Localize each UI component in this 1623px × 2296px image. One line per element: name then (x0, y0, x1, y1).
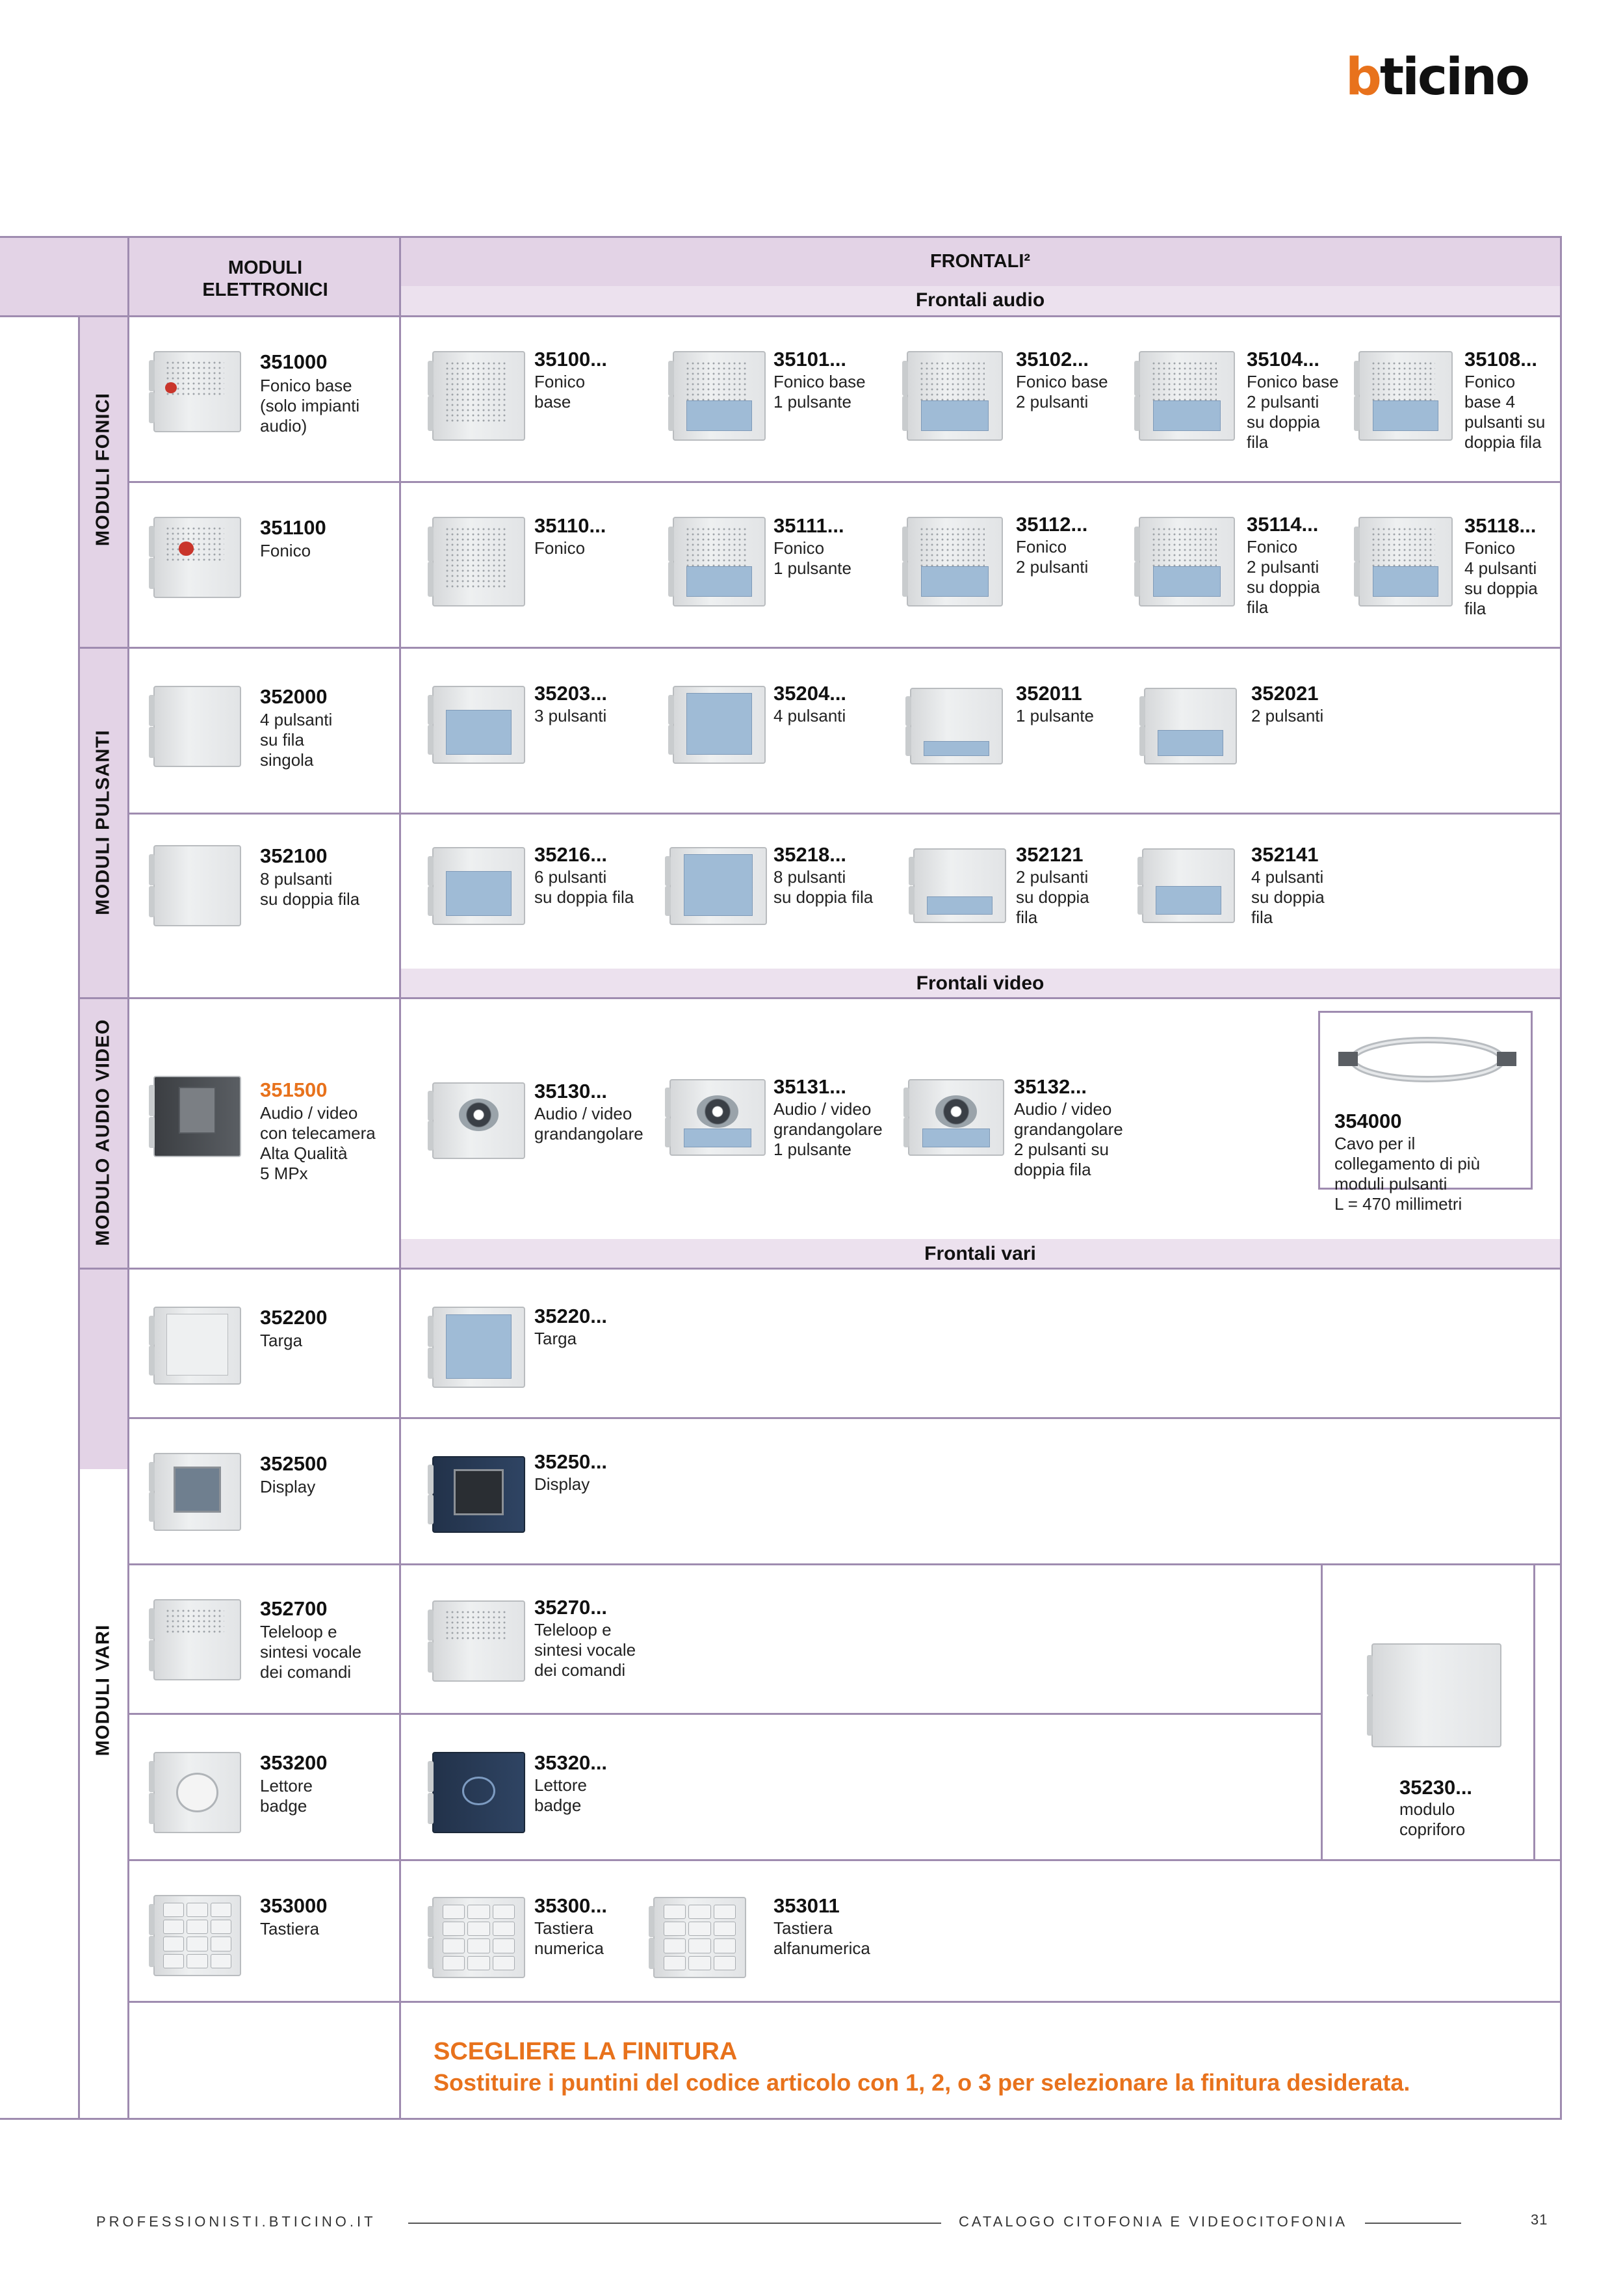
front-code: 35111... (773, 514, 844, 537)
front-desc: Display (534, 1474, 590, 1494)
product-image-35114 (1139, 517, 1235, 607)
front-desc: Targa (534, 1329, 577, 1348)
module-code: 352000 (260, 685, 328, 708)
front-code: 35131... (773, 1075, 847, 1098)
module-code: 352100 (260, 844, 328, 867)
frontali-vari-subheader: Frontali vari (924, 1243, 1036, 1264)
front-desc: 1 pulsante (1016, 706, 1094, 725)
cover-desc: modulo copriforo (1399, 1799, 1466, 1839)
front-code: 35204... (773, 682, 847, 705)
product-image-35204 (673, 686, 766, 764)
front-desc: Fonico 2 pulsanti su doppia fila (1247, 537, 1320, 617)
front-code: 35118... (1464, 514, 1537, 537)
front-code: 35250... (534, 1450, 608, 1473)
module-code: 352200 (260, 1306, 328, 1329)
module-desc: Audio / video con telecamera Alta Qualità 5 MPx (260, 1103, 376, 1183)
product-image-352021 (1144, 688, 1237, 764)
front-code: 35300... (534, 1894, 608, 1917)
product-image-35131 (669, 1079, 766, 1156)
module-code: 351100 (260, 516, 326, 539)
module-code: 353000 (260, 1894, 328, 1917)
row-divider (0, 315, 1562, 317)
product-image-35110 (432, 517, 525, 607)
cable-desc: Cavo per il collegamento di più moduli pulsanti L = 470 millimetri (1334, 1134, 1481, 1214)
module-code: 353200 (260, 1751, 328, 1774)
front-code: 35110... (534, 514, 606, 537)
module-desc: Tastiera (260, 1919, 320, 1938)
product-image-35250 (432, 1456, 525, 1533)
col-divider (1560, 236, 1562, 2120)
front-code: 35104... (1247, 348, 1320, 371)
col-divider (78, 315, 80, 2120)
module-desc: Fonico (260, 541, 311, 560)
frontali-video-subheader: Frontali video (916, 972, 1045, 994)
front-desc: Fonico 1 pulsante (773, 538, 851, 578)
brand-logo (1345, 48, 1528, 107)
cable-box (1318, 1011, 1533, 1214)
front-code: 35101... (773, 348, 847, 371)
front-desc: 4 pulsanti (773, 706, 846, 725)
front-code: 35112... (1016, 513, 1088, 536)
logo-b: b (1345, 48, 1380, 107)
group-label-vari: MODULI VARI (92, 1624, 114, 1756)
cable-icon (1333, 1026, 1522, 1091)
front-code: 35218... (773, 843, 847, 866)
col-divider (127, 236, 129, 2120)
cover-box (1321, 1563, 1535, 1861)
front-desc: Fonico (534, 538, 586, 558)
finish-title: SCEGLIERE LA FINITURA (434, 2038, 738, 2065)
product-image-35111 (673, 517, 766, 607)
product-image-35270 (432, 1600, 525, 1682)
front-desc: 2 pulsanti su doppia fila (1016, 867, 1089, 927)
product-image-352000 (153, 686, 241, 767)
front-desc: Fonico base 2 pulsanti (1016, 372, 1108, 411)
module-code: 351000 (260, 350, 328, 373)
module-desc: Display (260, 1477, 316, 1496)
front-desc: 3 pulsanti (534, 706, 607, 725)
product-image-35320 (432, 1752, 525, 1833)
front-code: 35216... (534, 843, 608, 866)
module-desc: Lettore badge (260, 1776, 313, 1816)
frontali-audio-subheader: Frontali audio (915, 289, 1045, 311)
front-code: 35114... (1247, 513, 1319, 536)
front-desc: 2 pulsanti (1251, 706, 1324, 725)
col-divider (399, 236, 401, 2120)
product-image-352121 (913, 848, 1006, 923)
table-bottom-border (0, 2118, 1562, 2120)
row-divider (129, 1417, 1562, 1419)
row-divider (78, 997, 1562, 999)
front-desc: Fonico base (534, 372, 586, 411)
front-desc: Fonico base 1 pulsante (773, 372, 866, 411)
front-desc: Audio / video grandangolare (534, 1104, 643, 1143)
module-code: 351500 (260, 1078, 328, 1101)
front-desc: Tastiera alfanumerica (773, 1918, 870, 1958)
product-image-352011 (910, 688, 1003, 764)
product-image-35108 (1358, 351, 1453, 441)
front-code: 35132... (1014, 1075, 1087, 1098)
front-code: 35320... (534, 1751, 608, 1774)
module-desc: Teleloop e sintesi vocale dei comandi (260, 1622, 362, 1682)
front-desc: Fonico 4 pulsanti su doppia fila (1464, 538, 1538, 618)
front-code: 35100... (534, 348, 608, 371)
front-desc: Tastiera numerica (534, 1918, 604, 1958)
front-code: 352141 (1251, 843, 1319, 866)
product-image-353011 (653, 1897, 746, 1978)
front-desc: Fonico base 4 pulsanti su doppia fila (1464, 372, 1546, 452)
front-desc: 4 pulsanti su doppia fila (1251, 867, 1325, 927)
footer-rule (1365, 2223, 1461, 2224)
finish-text: Sostituire i puntini del codice articolo con 1, 2, o 3 per selezionare la finitura desiderata. (434, 2069, 1410, 2096)
product-image-353200 (153, 1752, 241, 1833)
module-desc: 4 pulsanti su fila singola (260, 710, 333, 770)
front-desc: Teleloop e sintesi vocale dei comandi (534, 1620, 636, 1680)
footer-rule (408, 2223, 941, 2224)
group-label-fonici: MODULI FONICI (92, 392, 114, 547)
product-image-35130 (432, 1082, 525, 1159)
page-number: 31 (1531, 2211, 1548, 2228)
product-image-35216 (432, 847, 525, 925)
group-label-pulsanti: MODULI PULSANTI (92, 729, 114, 915)
front-desc: Audio / video grandangolare 2 pulsanti su doppia fila (1014, 1099, 1123, 1179)
front-desc: Lettore badge (534, 1775, 587, 1815)
product-image-35112 (907, 517, 1003, 607)
row-divider (129, 481, 1562, 483)
module-code: 352500 (260, 1452, 328, 1475)
product-image-35230 (1371, 1643, 1501, 1747)
row-divider (78, 647, 1562, 649)
product-image-352141 (1142, 848, 1235, 923)
footer-site: PROFESSIONISTI.BTICINO.IT (96, 2213, 376, 2230)
table-top-border (0, 236, 1562, 238)
row-divider (129, 813, 1562, 815)
product-image-35101 (673, 351, 766, 441)
product-image-351100 (153, 517, 241, 598)
footer-catalog: CATALOGO CITOFONIA E VIDEOCITOFONIA (959, 2213, 1347, 2230)
front-code: 353011 (773, 1894, 840, 1917)
product-image-351500 (153, 1076, 241, 1157)
cover-code: 35230... (1399, 1776, 1473, 1799)
module-desc: Fonico base (solo impianti audio) (260, 376, 360, 436)
module-desc: Targa (260, 1331, 303, 1350)
product-image-35132 (908, 1079, 1004, 1156)
front-code: 35220... (534, 1305, 608, 1327)
group-label-audio-video: MODULO AUDIO VIDEO (92, 1019, 114, 1246)
product-image-35220 (432, 1307, 525, 1388)
moduli-elettronici-header: MODULI ELETTRONICI (202, 257, 328, 300)
front-desc: 8 pulsanti su doppia fila (773, 867, 874, 907)
front-code: 352021 (1251, 682, 1319, 705)
frontali-header: FRONTALI² (929, 251, 1031, 272)
front-code: 35270... (534, 1596, 608, 1619)
front-desc: Fonico 2 pulsanti (1016, 537, 1089, 577)
product-image-353000 (153, 1895, 241, 1976)
row-divider (129, 1713, 1321, 1715)
front-code: 352121 (1016, 843, 1084, 866)
logo-rest: ticino (1379, 48, 1528, 107)
product-image-352100 (153, 845, 241, 926)
front-code: 35130... (534, 1080, 608, 1102)
product-image-352500 (153, 1453, 241, 1531)
product-image-351000 (153, 351, 241, 432)
front-code: 35203... (534, 682, 608, 705)
front-code: 352011 (1016, 682, 1082, 705)
row-divider (78, 1268, 1562, 1270)
front-desc: 6 pulsanti su doppia fila (534, 867, 634, 907)
product-image-352700 (153, 1599, 241, 1680)
product-image-35102 (907, 351, 1003, 441)
module-code: 352700 (260, 1597, 328, 1620)
product-image-35104 (1139, 351, 1235, 441)
product-image-35300 (432, 1897, 525, 1978)
product-image-35218 (669, 847, 767, 925)
front-code: 35108... (1464, 348, 1538, 371)
front-desc: Audio / video grandangolare 1 pulsante (773, 1099, 883, 1159)
front-code: 35102... (1016, 348, 1089, 371)
product-image-35203 (432, 686, 525, 764)
product-image-352200 (153, 1307, 241, 1385)
cable-code: 354000 (1334, 1110, 1402, 1132)
product-image-35100 (432, 351, 525, 441)
product-image-35118 (1358, 517, 1453, 607)
front-desc: Fonico base 2 pulsanti su doppia fila (1247, 372, 1339, 452)
row-divider (129, 2001, 1562, 2003)
module-desc: 8 pulsanti su doppia fila (260, 869, 360, 909)
